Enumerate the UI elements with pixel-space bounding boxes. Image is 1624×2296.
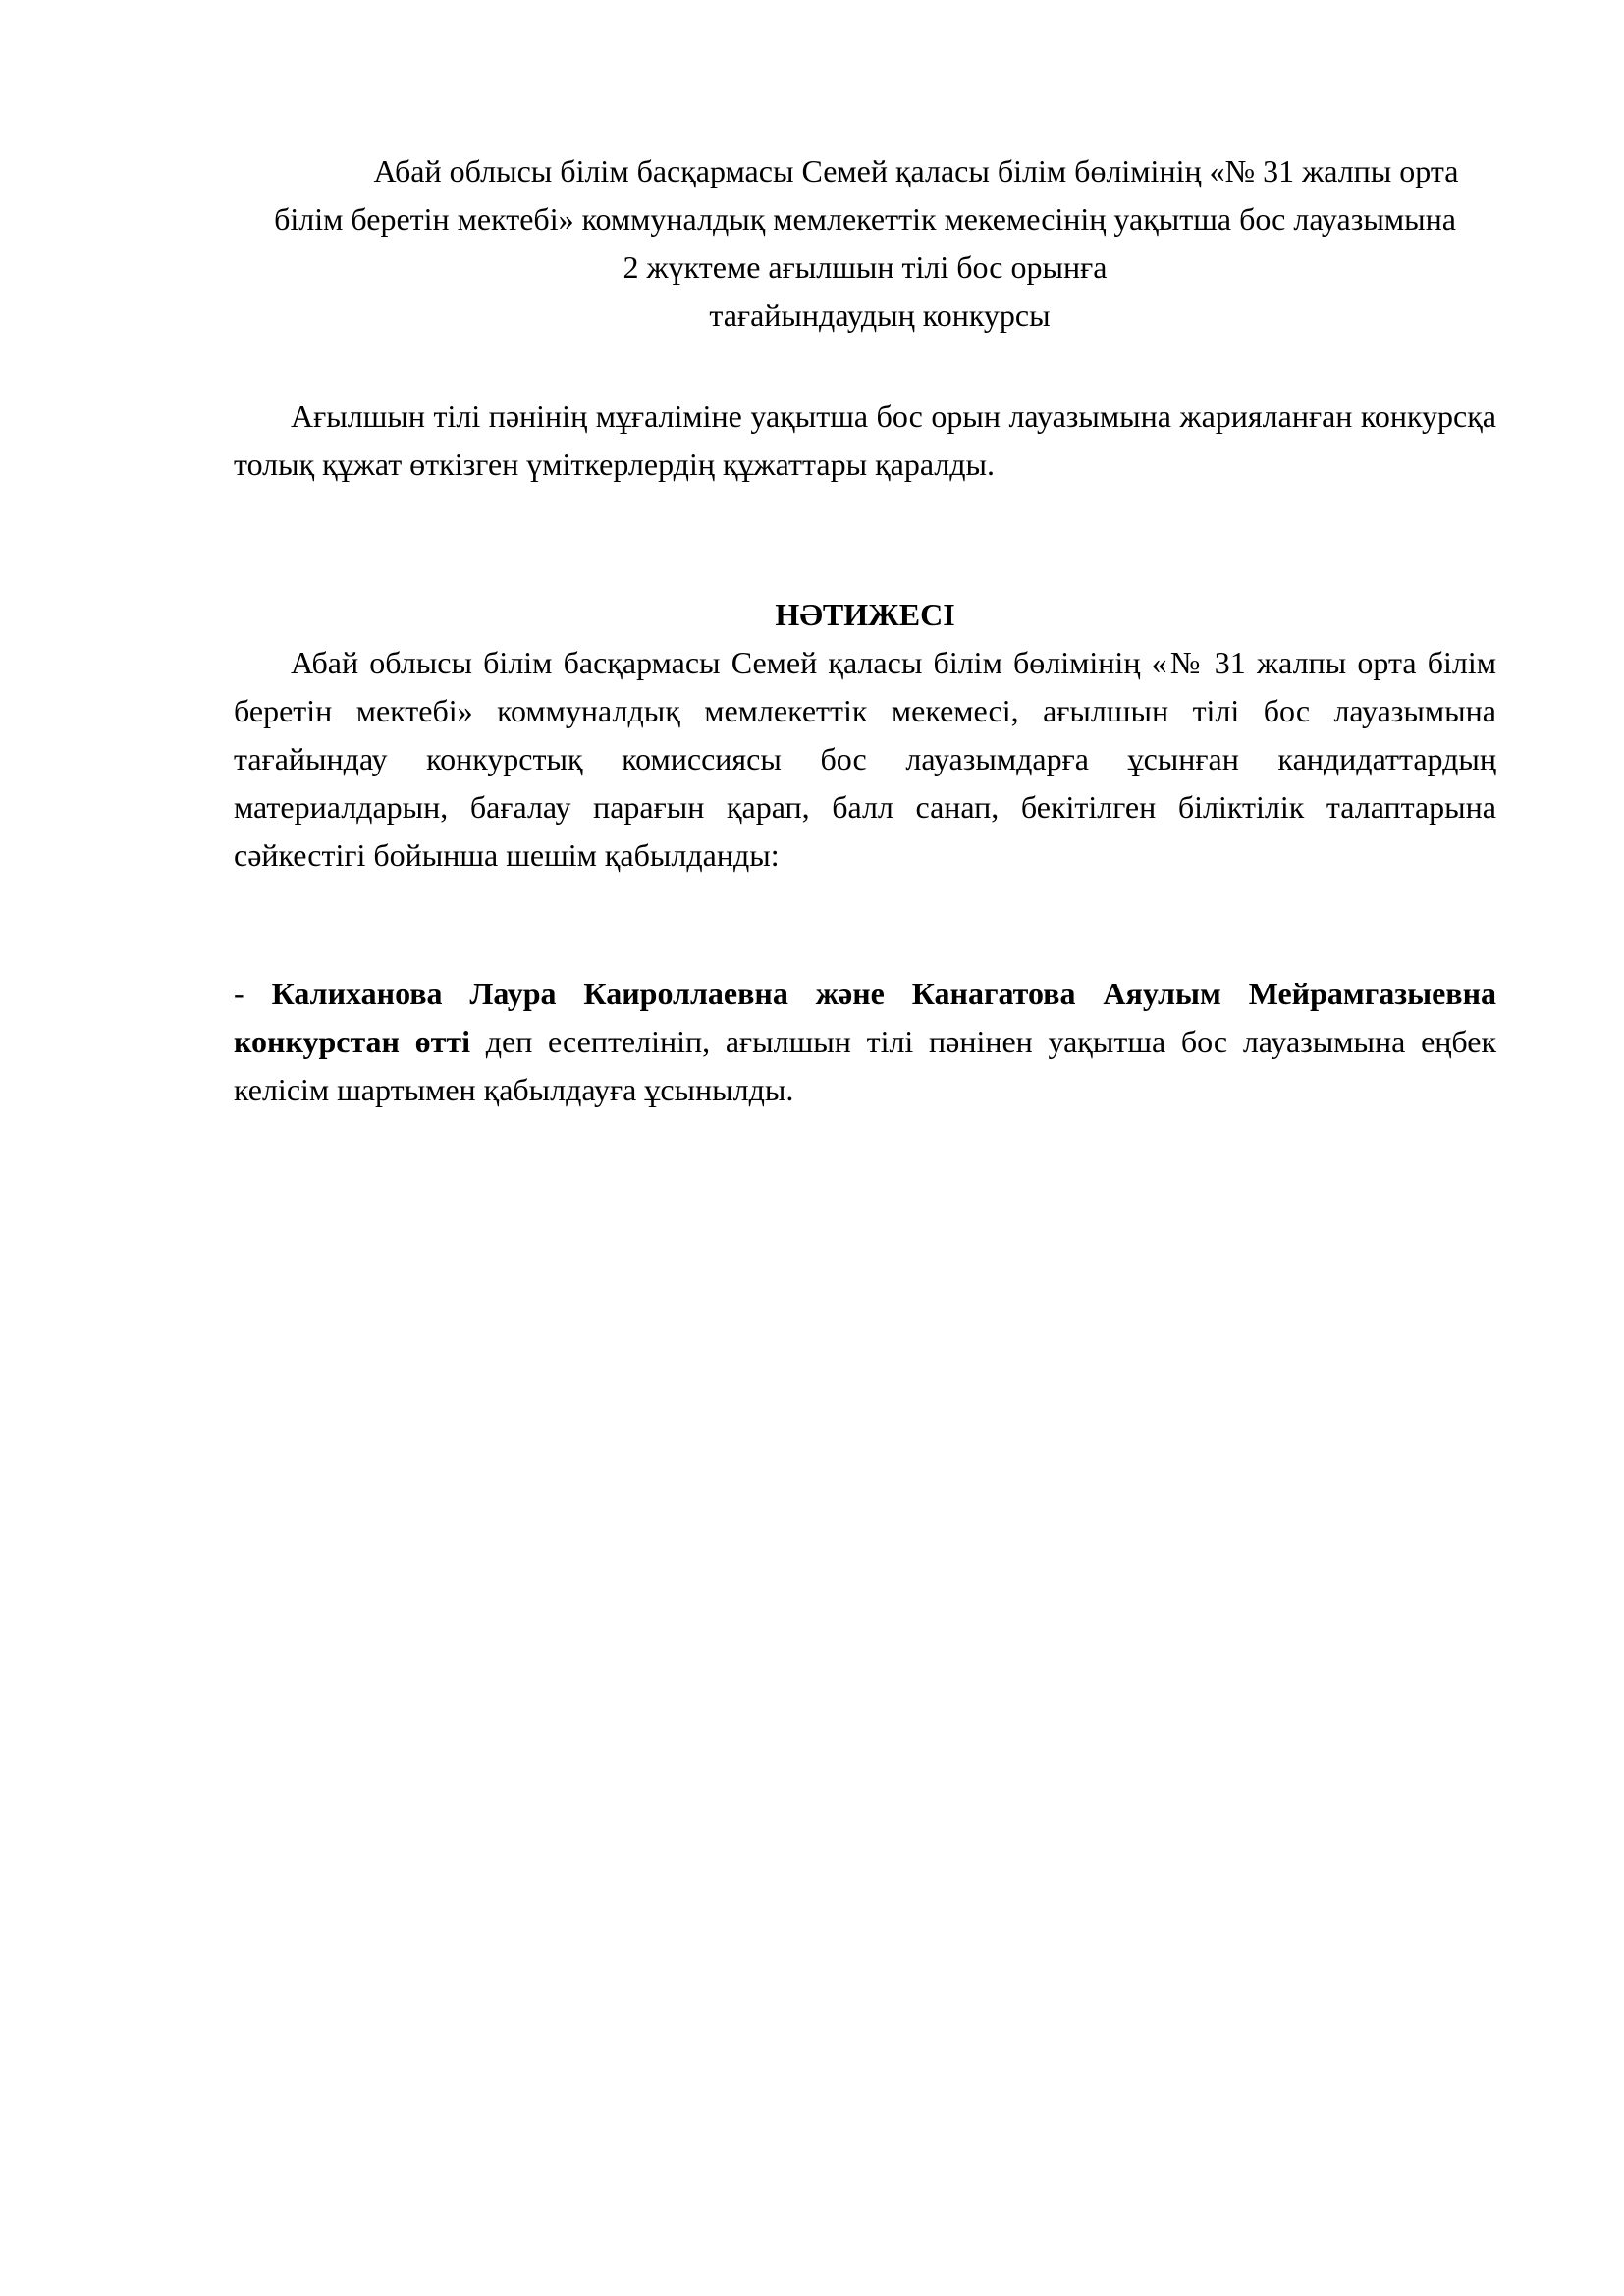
decision-rest: деп есептелініп, ағылшын тілі пәнінен уақытша бос лауазымына еңбек келісім шартымен қабылдауға ұсынылды.	[234, 1024, 1497, 1107]
decision-paragraph	[234, 970, 1496, 1114]
intro-paragraph: Ағылшын тілі пәнінің мұғаліміне уақытша бос орын лауазымына жарияланған конкурсқа толық құжат өткізген үміткерлердің құжаттары қаралды.	[234, 399, 1496, 482]
decision-candidates: Калиханова Лаура Каироллаевна және Канагатова Аяулым Мейрамгазыевна конкурстан өтті	[234, 976, 1497, 1059]
title-line-1: Абай облысы білім басқармасы Семей қаласы білім бөлімінің «№ 31 жалпы орта	[373, 153, 1459, 188]
title-line-4: тағайындаудың конкурсы	[709, 297, 1051, 333]
title-line-3: 2 жүктеме ағылшын тілі бос орынға	[623, 249, 1108, 285]
result-paragraph: Абай облысы білім басқармасы Семей қаласы білім бөлімінің «№ 31 жалпы орта білім беретін мектебі» коммуналдық мемлекеттік мекемесі, ағылшын тілі бос лауазымына тағайындау конкурстық комиссиясы бос лауазымдарға ұсынған кандидаттардың материалдарын, бағалау парағын қарап, балл санап, бекітілген біліктілік талаптарына сәйкестігі бойынша шешім қабылданды:	[234, 645, 1496, 873]
document-content	[234, 147, 1496, 1114]
title-line-2: білім беретін мектебі» коммуналдық мемлекеттік мекемесінің уақытша бос лауазымына	[274, 201, 1456, 237]
decision-dash: -	[234, 976, 272, 1011]
result-heading: НӘТИЖЕСІ	[775, 597, 955, 632]
document-title	[234, 147, 1496, 340]
